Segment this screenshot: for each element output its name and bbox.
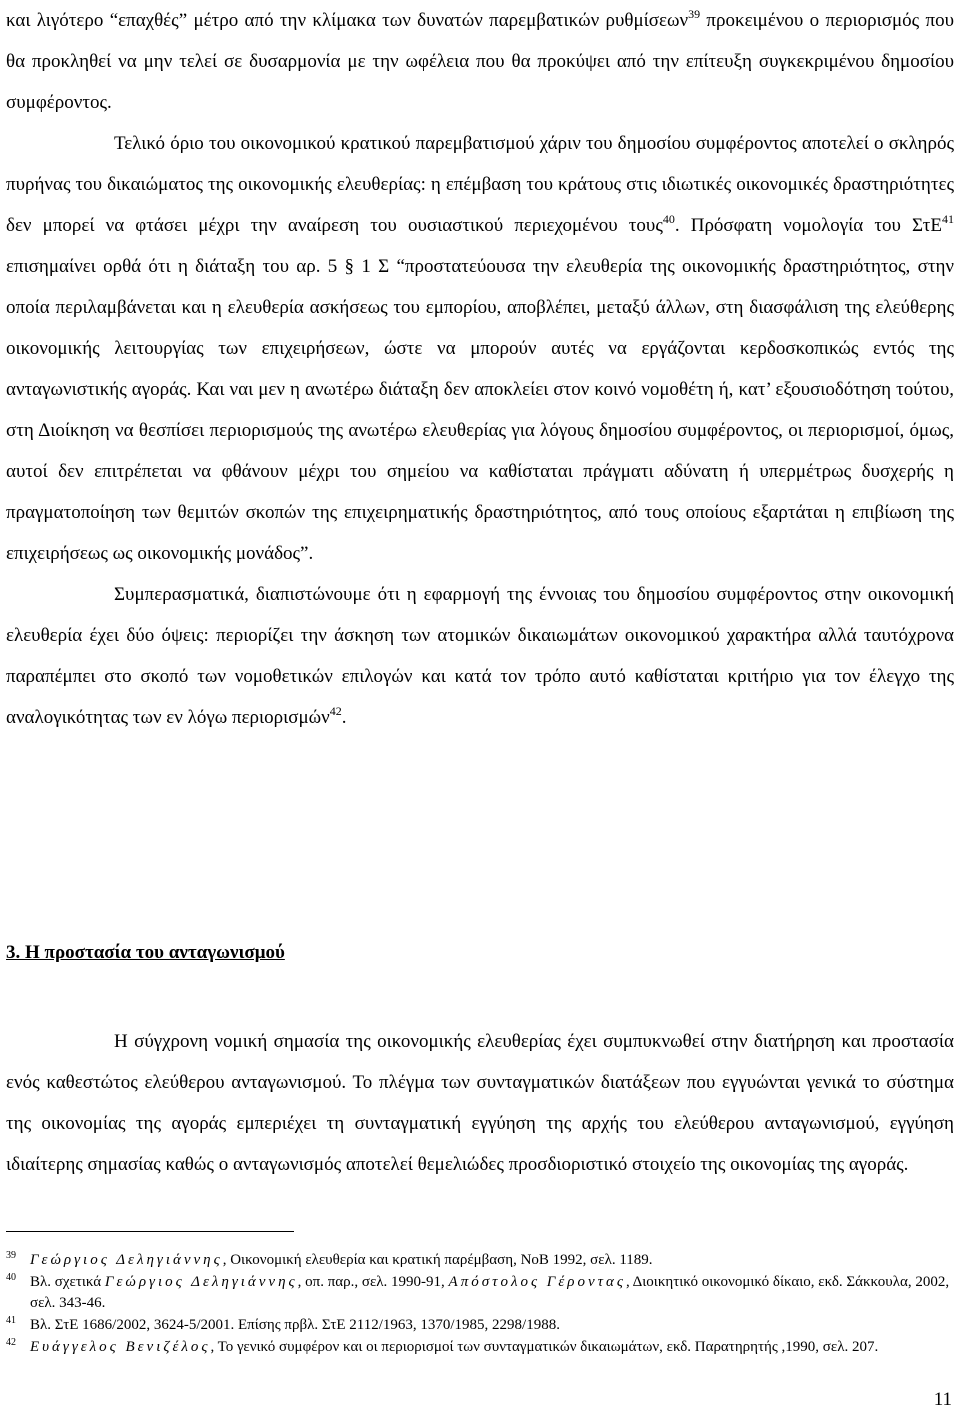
footnote-ref-39[interactable]: 39 xyxy=(688,7,701,21)
footnote-text: Βλ. ΣτΕ 1686/2002, 3624-5/2001. Επίσης πρβλ. ΣτΕ 2112/1963, 1370/1985, 2298/1988. xyxy=(30,1317,560,1333)
footnote-author: Ευάγγελος Βενιζέλος xyxy=(30,1339,211,1355)
footnote-ref-40[interactable]: 40 xyxy=(662,212,675,226)
paragraph-2-part-a: Τελικό όριο του οικονομικού κρατικού παρεμβατισμού χάριν του δημοσίου συμφέροντος αποτελεί ο σκληρός πυρήνας του δικαιώματος της οικονομικής ελευθερίας: η επέμβαση του κράτους στις ιδιωτικές οικονομικές δραστηριότητες δεν μπορεί να φτάσει μέχρι την αναίρεση του ουσιαστικού περιεχομένου τους xyxy=(6,133,954,236)
footnote-text: , Διοικητικό οικονομικό δίκαιο, εκδ. Σάκκουλα, 2002, σελ. 343-46. xyxy=(30,1274,950,1311)
footnote-author-2: Απόστολος Γέροντας xyxy=(448,1274,626,1290)
footnote-40 xyxy=(6,1272,954,1314)
footnotes xyxy=(6,1250,954,1359)
footnote-author: Γεώργιος Δεληγιάννης xyxy=(30,1252,223,1268)
body-text xyxy=(6,0,954,738)
footnote-author: Γεώργιος Δεληγιάννης xyxy=(104,1274,298,1290)
footnote-ref-42[interactable]: 42 xyxy=(329,704,342,718)
page-number: 11 xyxy=(933,1389,952,1410)
paragraph-2-part-c: επισημαίνει ορθά ότι η διάταξη του αρ. 5 § 1 Σ “προστατεύουσα την ελευθερία της οικονομικής δραστηριότητος, στην οποία περιλαμβάνεται και η ελευθερία ασκήσεως του εμπορίου, αποβλέπει, μεταξύ άλλων, στη διασφάλιση της ελεύθερης οικονομικής λειτουργίας των επιχειρήσεων, ώστε να μπορούν αυτές να εργάζονται κερδοσκοπικώς εντός της ανταγωνιστικής αγοράς. Και ναι μεν η ανωτέρω διάταξη δεν αποκλείει στον κοινό νομοθέτη ή, κατ’ εξουσιοδότηση τούτου, στη Διοίκηση να θεσπίσει περιορισμούς της ανωτέρω ελευθερίας για λόγους δημοσίου συμφέροντος, οι περιορισμοί, όμως, αυτοί δεν επιτρέπεται να φθάνουν μέχρι του σημείου να καθίσταται πράγματι αδύνατη ή υπερμέτρως δυσχερής η πραγματοποίηση των θεμιτών σκοπών της επιχειρηματικής δραστηριότητος, από τους οποίους εξαρτάται η επιβίωση της επιχειρήσεως ως οικονομικής μονάδος”. xyxy=(6,256,954,564)
paragraph-3-part-a: Συμπερασματικά, διαπιστώνουμε ότι η εφαρμογή της έννοιας του δημοσίου συμφέροντος στην οικονομική ελευθερία έχει δύο όψεις: περιορίζει την άσκηση των ατομικών δικαιωμάτων οικονομικού χαρακτήρα αλλά ταυτόχρονα παραπέμπει στο σκοπό των νομοθετικών επιλογών και κατά τον τρόπο αυτό καθίσταται κριτήριο για τον έλεγχο της αναλογικότητας των εν λόγω περιορισμών xyxy=(6,584,954,728)
paragraph-3 xyxy=(6,574,954,738)
footnote-text: , Οικονομική ελευθερία και κρατική παρέμβαση, ΝοΒ 1992, σελ. 1189. xyxy=(222,1252,653,1268)
footnote-number: 42 xyxy=(6,1337,16,1348)
paragraph-2-part-b: . Πρόσφατη νομολογία του ΣτΕ xyxy=(674,215,942,236)
footnote-number: 39 xyxy=(6,1250,16,1261)
footnote-prefix: Βλ. σχετικά xyxy=(30,1274,105,1290)
footnote-text: , Το γενικό συμφέρον και οι περιορισμοί των συνταγματικών δικαιωμάτων, εκδ. Παρατηρητής ,1990, σελ. 207. xyxy=(210,1339,879,1355)
paragraph-1-rest: προκειμένου ο περιορισμός που θα προκληθεί να μην τελεί σε δυσαρμονία με την ωφέλεια που θα προκύψει από την επίτευξη συγκεκριμένου δημοσίου συμφέροντος. xyxy=(6,10,954,113)
footnote-39 xyxy=(6,1250,954,1271)
footnote-41 xyxy=(6,1315,954,1336)
paragraph-1 xyxy=(6,0,954,123)
footnote-number: 40 xyxy=(6,1272,16,1283)
paragraph-3-part-b: . xyxy=(341,707,347,728)
paragraph-1-text: και λιγότερο “επαχθές” μέτρο από την κλίμακα των δυνατών παρεμβατικών ρυθμίσεων xyxy=(6,10,689,31)
footnote-42 xyxy=(6,1337,954,1358)
footnote-number: 41 xyxy=(6,1315,16,1326)
section-body xyxy=(6,1021,954,1185)
footnote-middle: , οπ. παρ., σελ. 1990-91, xyxy=(297,1274,449,1290)
paragraph-2 xyxy=(6,123,954,574)
section-heading: 3. Η προστασία του ανταγωνισμού xyxy=(6,942,285,963)
footnote-separator xyxy=(6,1231,294,1232)
section-paragraph: Η σύγχρονη νομική σημασία της οικονομικής ελευθερίας έχει συμπυκνωθεί στην διατήρηση και προστασία ενός καθεστώτος ελεύθερου ανταγωνισμού. Το πλέγμα των συνταγματικών διατάξεων που εγγυώνται γενικά το σύστημα της οικονομίας της αγοράς εμπεριέχει τη συνταγματική εγγύηση της αρχής του ελεύθερου ανταγωνισμού, εγγύηση ιδιαίτερης σημασίας καθώς ο ανταγωνισμός αποτελεί θεμελιώδες προσδιοριστικό στοιχείο της οικονομίας της αγοράς. xyxy=(6,1031,954,1175)
footnote-ref-41[interactable]: 41 xyxy=(942,212,954,226)
